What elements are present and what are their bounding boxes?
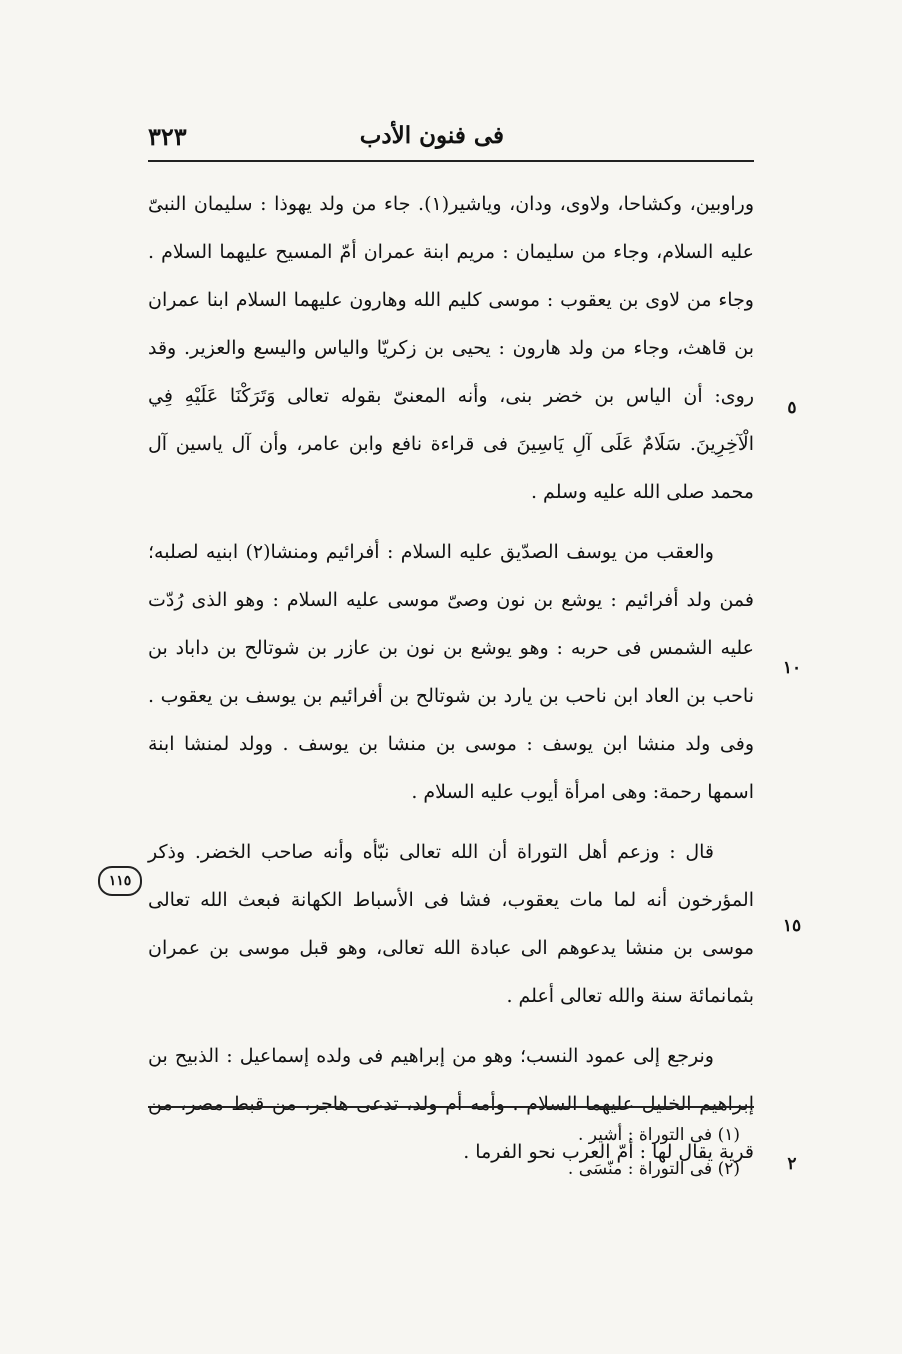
running-header (148, 118, 754, 158)
manuscript-folio-badge: ١١٥ (98, 866, 142, 896)
paragraph-4: ونرجع إلى عمود النسب؛ وهو من إبراهيم فى ولده إسماعيل : الذبيح بن إبراهيم الخليل عليهما السلام . وأمه أم ولد، تدعى هاجر، من قبط مصر، من قرية يقال لها : أمّ العرب نحو الفرما . (148, 1045, 754, 1163)
footnote-line-number: ٢ (787, 1154, 797, 1174)
paragraph-1: وراوبين، وكشاحا، ولاوى، ودان، وياشير(١). جاء من ولد يهوذا : سليمان النبىّ عليه السلام، وجاء من سليمان : مريم ابنة عمران أمّ المسيح عليهما السلام . وجاء من لاوى بن يعقوب : موسى كليم الله وهارون عليهما السلام ابنا عمران بن قاهث، وجاء من ولد هارون : يحيى بن زكريّا والياس واليسع والعزير. وقد روى: أن الياس بن خضر بنى، وأنه المعنىّ بقوله تعالى وَتَرَكْنَا عَلَيْهِ فِي الْآخِرِينَ. سَلَامٌ عَلَى آلِ يَاسِينَ فى قراءة نافع وابن عامر، وأن آل ياسين آل محمد صلى الله عليه وسلم . (148, 193, 754, 503)
line-number-10: ١٠ (782, 658, 802, 678)
page-number: ٣٢٣ (148, 122, 187, 151)
paragraph-2: والعقب من يوسف الصدّيق عليه السلام : أفرائيم ومنشا(٢) ابنيه لصلبه؛ فمن ولد أفرائيم : يوشع بن نون وصىّ موسى عليه السلام : وهو الذى رُدّت عليه الشمس فى حربه : وهو يوشع بن نون بن عازر بن شوتالح بن داباد بن ناحب بن العاد ابن ناحب بن يارد بن شوتالح بن أفرائيم بن يوسف بن يعقوب . وفى ولد منشا ابن يوسف : موسى بن منشا بن يوسف . وولد لمنشا ابنة اسمها رحمة: وهى امرأة أيوب عليه السلام . (148, 541, 754, 803)
footnote-rule (148, 1106, 754, 1108)
line-number-15: ١٥ (782, 916, 802, 936)
line-number-5: ٥ (787, 398, 797, 418)
running-title: فى فنون الأدب (359, 122, 504, 149)
header-rule (148, 160, 754, 162)
main-text (148, 180, 754, 1176)
footnote-1: (١) فى التوراة : أشير . (578, 1125, 740, 1145)
footnotes (148, 1118, 754, 1186)
paragraph-3: قال : وزعم أهل التوراة أن الله تعالى نبّأه وأنه صاحب الخضر. وذكر المؤرخون أنه لما مات يعقوب، فشا فى الأسباط الكهانة فبعث الله تعالى موسى بن منشا يدعوهم الى عبادة الله تعالى، وهو قبل موسى بن عمران بثمانمائة سنة والله تعالى أعلم . (148, 841, 754, 1007)
footnote-2: (٢) فى التوراة : منّسَى . (567, 1159, 740, 1179)
